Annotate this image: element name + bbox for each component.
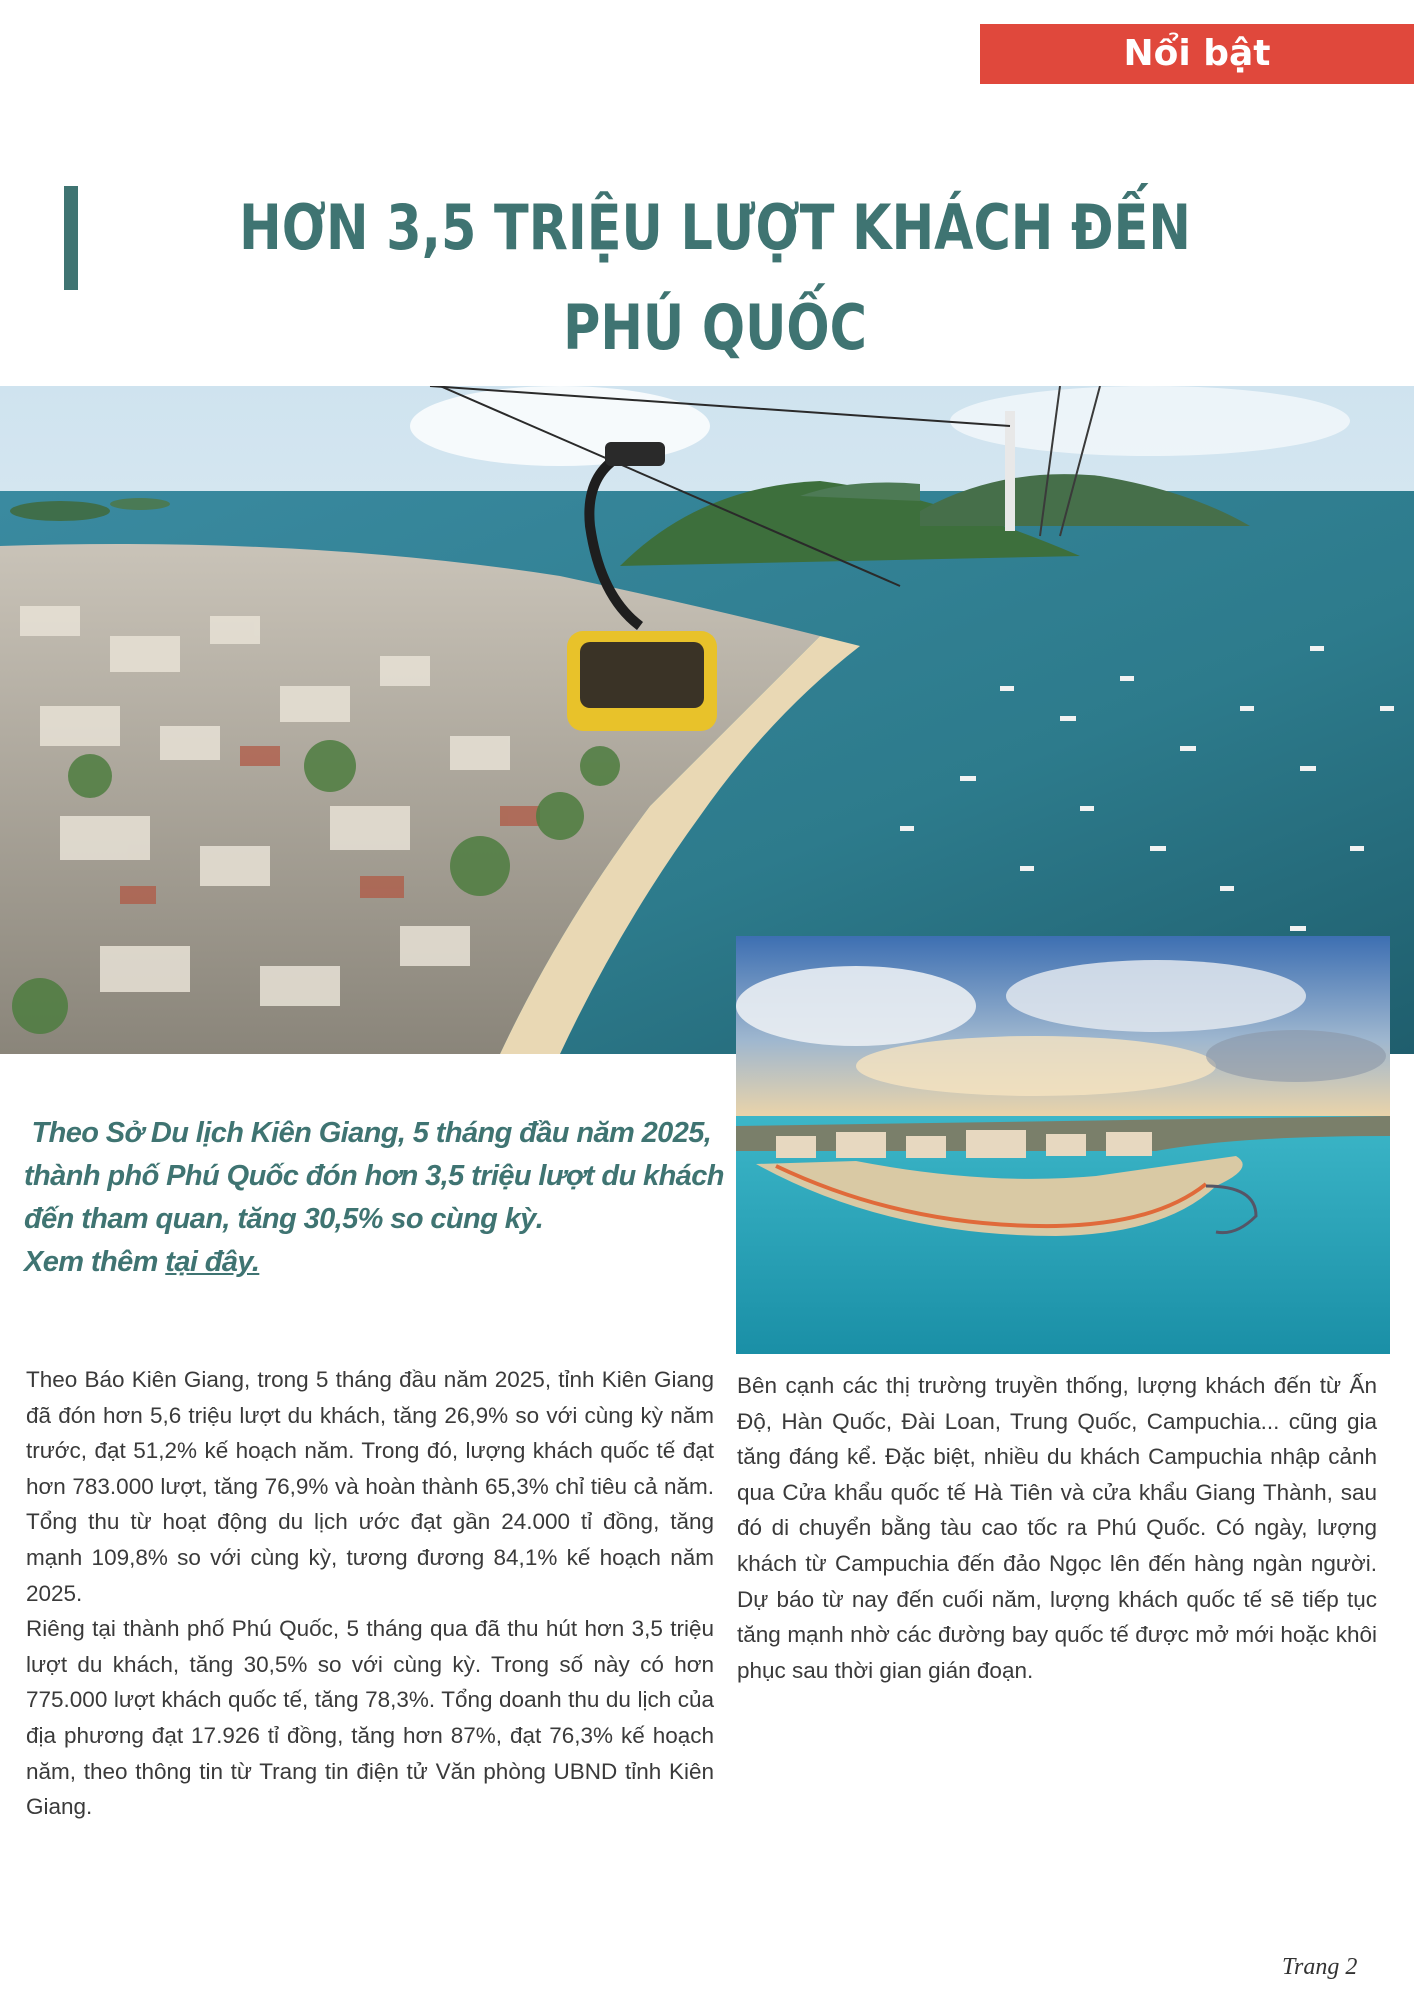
lead-text: Theo Sở Du lịch Kiên Giang, 5 tháng đầu năm 2025, thành phố Phú Quốc đón hơn 3,5 triệu lượt du khách đến tham quan, tăng 30,5% so cùng kỳ. (24, 1117, 724, 1235)
lead-paragraph (24, 1112, 724, 1284)
title-line-1: HƠN 3,5 TRIỆU LƯỢT KHÁCH ĐẾN PHÚ QUỐC (239, 191, 1191, 364)
section-tag: Nổi bật (980, 24, 1414, 84)
page-number: Trang 2 (1282, 1954, 1358, 1980)
lead-more-prefix: Xem thêm (24, 1246, 166, 1278)
read-more-link[interactable]: tại đây. (165, 1246, 260, 1278)
body-paragraph: Bên cạnh các thị trường truyền thống, lượng khách đến từ Ấn Độ, Hàn Quốc, Đài Loan, Trung Quốc, Campuchia... cũng gia tăng đáng kể. Đặc biệt, nhiều du khách Campuchia nhập cảnh qua Cửa khẩu quốc tế Hà Tiên và cửa khẩu Giang Thành, sau đó di chuyển bằng tàu cao tốc ra Phú Quốc. Có ngày, lượng khách từ Campuchia đến đảo Ngọc lên đến hàng ngàn người. Dự báo từ nay đến cuối năm, lượng khách quốc tế sẽ tiếp tục tăng mạnh nhờ các đường bay quốc tế được mở mới hoặc khôi phục sau thời gian gián đoạn. (737, 1373, 1377, 1683)
body-column-left (26, 1362, 714, 1825)
inset-photo-waterfront (736, 936, 1390, 1354)
body-paragraph: Riêng tại thành phố Phú Quốc, 5 tháng qua đã thu hút hơn 3,5 triệu lượt du khách, tăng 30,5% so với cùng kỳ. Trong số này có hơn 775.000 lượt khách quốc tế, tăng 78,3%. Tổng doanh thu du lịch của địa phương đạt 17.926 tỉ đồng, tăng hơn 87%, đạt 76,3% kế hoạch năm, theo thông tin từ Trang tin điện tử Văn phòng UBND tỉnh Kiên Giang. (26, 1616, 714, 1820)
body-column-right (737, 1368, 1377, 1688)
title-accent-bar (64, 186, 78, 290)
body-paragraph: Theo Báo Kiên Giang, trong 5 tháng đầu năm 2025, tỉnh Kiên Giang đã đón hơn 5,6 triệu lượt du khách, tăng 26,9% so với cùng kỳ năm trước, đạt 51,2% kế hoạch năm. Trong đó, lượng khách quốc tế đạt hơn 783.000 lượt, tăng 76,9% và hoàn thành 65,3% chỉ tiêu cả năm. Tổng thu từ hoạt động du lịch ước đạt gần 24.000 tỉ đồng, tăng mạnh 109,8% so với cùng kỳ, tương đương 84,1% kế hoạch năm 2025. (26, 1367, 714, 1606)
